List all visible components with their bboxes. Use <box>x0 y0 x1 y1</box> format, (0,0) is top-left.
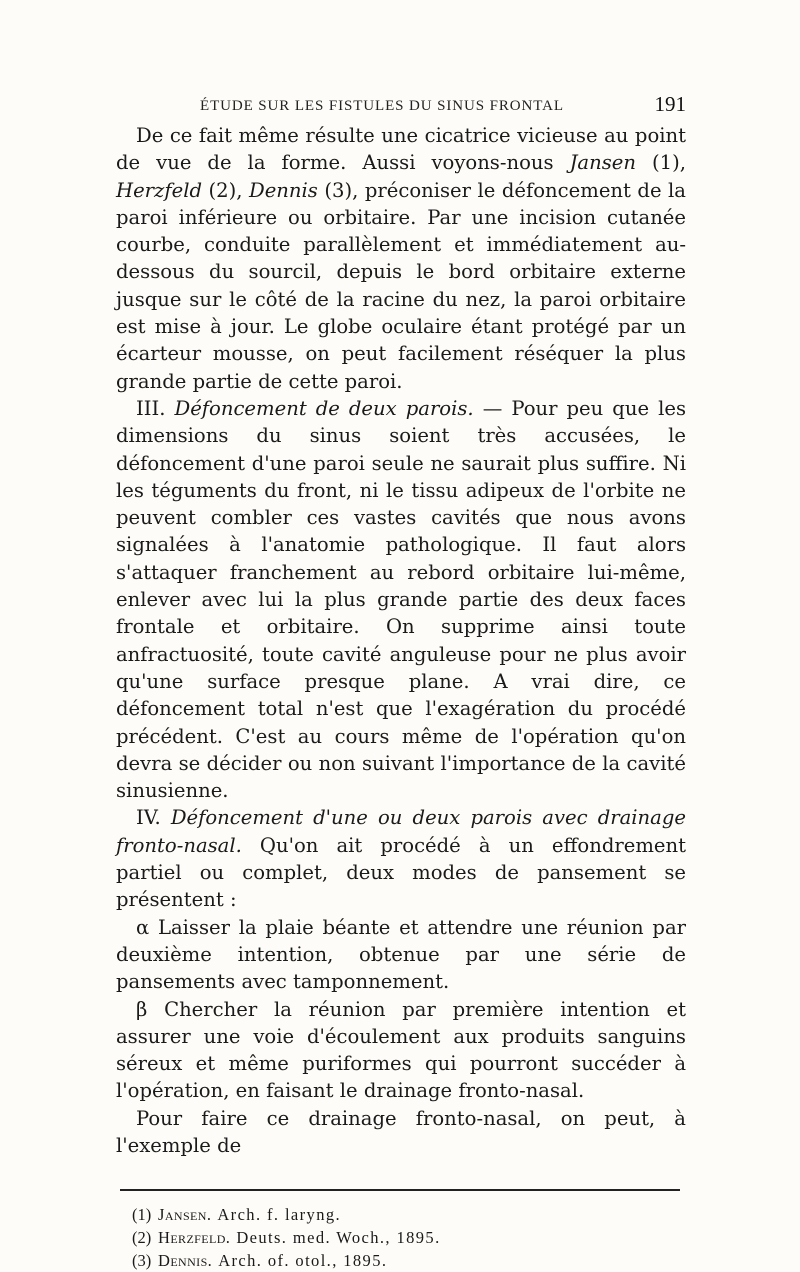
author-herzfeld: Herzfeld <box>116 178 203 202</box>
section-iii-paragraph <box>116 395 686 804</box>
footnote-reference: Deuts. med. Woch., 1895. <box>236 1228 441 1248</box>
section-iv-paragraph <box>116 804 686 913</box>
section-number: III. <box>136 396 175 420</box>
footnote-number: (2) <box>132 1228 152 1248</box>
footnote-item <box>132 1249 686 1272</box>
footnote-author: Jansen. <box>158 1205 212 1225</box>
closing-paragraph <box>116 1105 686 1160</box>
footnote-number: (1) <box>132 1205 152 1225</box>
text-run: Laisser la plaie béante et attendre une réunion par deuxième intention, obtenue par une série de pansements avec tamponnement. <box>116 915 686 994</box>
footnotes <box>116 1203 686 1272</box>
section-title: Défoncement d'une ou deux parois avec drainage fronto-nasal. <box>116 806 686 857</box>
footnote-item <box>132 1226 686 1249</box>
footnote-divider <box>120 1189 680 1191</box>
footnote-reference: Arch. f. laryng. <box>217 1205 342 1225</box>
running-title: ÉTUDE SUR LES FISTULES DU SINUS FRONTAL <box>200 98 564 114</box>
author-jansen: Jansen <box>569 151 637 175</box>
text-run: (2), <box>202 178 249 202</box>
running-head <box>116 92 686 122</box>
footnote-author: Herzfeld. <box>158 1228 231 1248</box>
section-number: IV. <box>136 806 171 830</box>
option-alpha-paragraph <box>116 914 686 996</box>
footnote-reference: Arch. of. otol., 1895. <box>218 1251 388 1271</box>
page-number: 191 <box>654 92 686 116</box>
text-run: — Pour peu que les dimensions du sinus soient très accusées, le défoncement d'une paroi seule ne saurait plus suffire. Ni les téguments du front, ni le tissu adipeux de l'orbite ne peuvent combler ces vastes cavités que nous avons signalées à l'anatomie pathologique. Il faut alors s'attaquer franchement au rebord orbitaire lui-même, enlever avec lui la plus grande partie des deux faces frontale et orbitaire. On supprime ainsi toute anfractuosité, toute cavité anguleuse pour ne plus avoir qu'une surface presque plane. A vrai dire, ce défoncement total n'est que l'exagération du procédé précédent. C'est au cours même de l'opération qu'on devra se décider ou non suivant l'importance de la cavité sinusienne. <box>116 396 687 803</box>
section-title: Défoncement de deux parois. <box>174 396 474 420</box>
list-marker-beta: β <box>136 997 148 1021</box>
footnote-author: Dennis. <box>158 1251 213 1271</box>
book-page <box>116 92 686 1272</box>
text-run: De ce fait même résulte une cicatrice vicieuse au point de vue de la forme. Aussi voyons-nous <box>116 124 686 175</box>
author-dennis: Dennis <box>249 178 318 202</box>
text-run: (1), <box>636 151 686 175</box>
text-run: Chercher la réunion par première intention et assurer une voie d'écoulement aux produits sanguins séreux et même puriformes qui pourront succéder à l'opération, en faisant le drainage fronto-nasal. <box>116 997 686 1103</box>
footnote-number: (3) <box>132 1251 152 1271</box>
body-text <box>116 122 686 1159</box>
text-run: Qu'on ait procédé à un effondrement partiel ou complet, deux modes de pansement se présentent : <box>116 833 686 912</box>
paragraph-continuation <box>116 122 686 395</box>
option-beta-paragraph <box>116 996 686 1105</box>
text-run: (3), préconiser le défoncement de la paroi inférieure ou orbitaire. Par une incision cutanée courbe, conduite parallèlement et immédiatement au-dessous du sourcil, depuis le bord orbitaire externe jusque sur le côté de la racine du nez, la paroi orbitaire est mise à jour. Le globe oculaire étant protégé par un écarteur mousse, on peut facilement réséquer la plus grande partie de cette paroi. <box>116 178 686 393</box>
text-run: Pour faire ce drainage fronto-nasal, on peut, à l'exemple de <box>116 1106 686 1157</box>
list-marker-alpha: α <box>136 915 150 939</box>
